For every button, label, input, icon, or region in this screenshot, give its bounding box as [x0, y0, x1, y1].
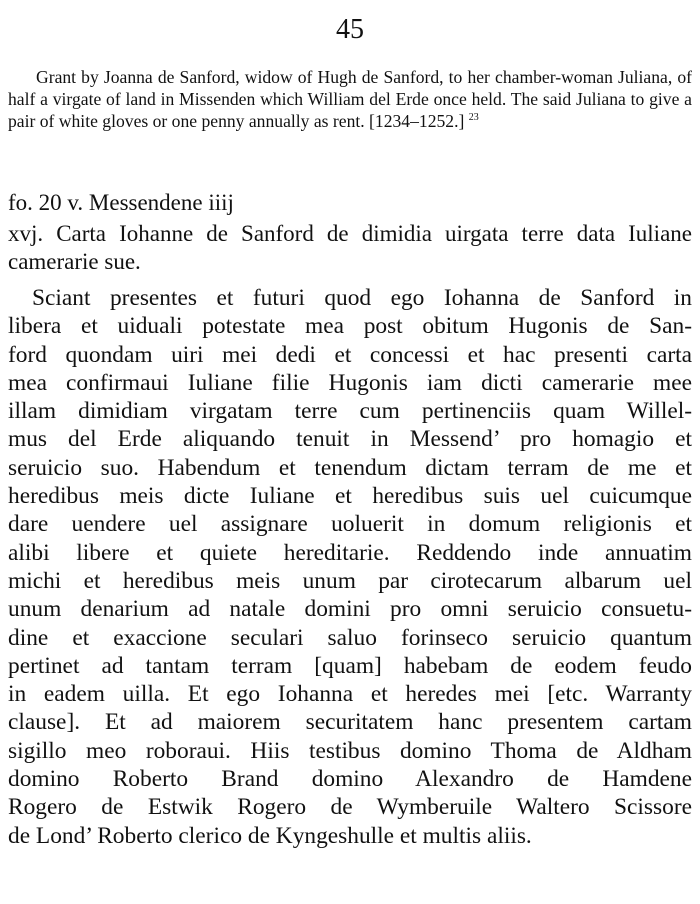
body-line: seruicio suo. Habendum et tenendum dictam terram de me et [8, 454, 692, 481]
body-line: heredibus meis dicte Iuliane et heredibus suis uel cuicumque [8, 483, 692, 510]
body-line: pertinet ad tantam terram [quam] habebam de eodem feudo [8, 652, 692, 679]
page-number: 45 [336, 14, 364, 45]
body-line: clause]. Et ad maiorem securitatem hanc presentem cartam [8, 709, 692, 736]
folio-reference: fo. 20 v. Messendene iiij [8, 190, 234, 215]
charter-body [8, 284, 692, 850]
body-line: unum denarium ad natale domini pro omni seruicio consuetu- [8, 596, 692, 623]
body-line: ford quondam uiri mei dedi et concessi et hac presenti carta [8, 341, 692, 368]
summary-text: Grant by Joanna de Sanford, widow of Hugh de Sanford, to her chamber-woman Juliana, of half a virgate of land in Missenden which William del Erde once held. The said Juliana to give a pair of white gloves or one penny annually as rent. [1234–1252.] [8, 67, 692, 131]
charter-summary [8, 66, 692, 132]
body-line: Rogero de Estwik Rogero de Wymberuile Waltero Scissore [8, 794, 692, 821]
body-line: alibi libere et quiete hereditarie. Reddendo inde annuatim [8, 539, 692, 566]
body-line: mea confirmaui Iuliane filie Hugonis iam dicti camerarie mee [8, 369, 692, 396]
body-line: in eadem uilla. Et ego Iohanna et heredes mei [etc. Warranty [8, 681, 692, 708]
body-line: michi et heredibus meis unum par cirotecarum albarum uel [8, 567, 692, 594]
body-line: illam dimidiam virgatam terre cum pertinenciis quam Willel- [8, 398, 692, 425]
body-line: dine et exaccione seculari saluo forinseco seruicio quantum [8, 624, 692, 651]
footnote-reference: 23 [468, 112, 479, 124]
body-line: dare uendere uel assignare uoluerit in domum religionis et [8, 511, 692, 538]
body-line: libera et uiduali potestate mea post obitum Hugonis de San- [8, 313, 692, 340]
body-line: domino Roberto Brand domino Alexandro de Hamdene [8, 766, 692, 793]
body-line: de Lond’ Roberto clerico de Kyngeshulle et multis aliis. [8, 822, 532, 849]
charter-heading: xvj. Carta Iohanne de Sanford de dimidia uirgata terre data Iuliane camerarie sue. [8, 221, 692, 274]
body-line: Sciant presentes et futuri quod ego Iohanna de Sanford in [32, 285, 692, 311]
body-line: sigillo meo roboraui. Hiis testibus domino Thoma de Aldham [8, 737, 692, 764]
body-line: mus del Erde aliquando tenuit in Messend’ pro homagio et [8, 426, 692, 453]
